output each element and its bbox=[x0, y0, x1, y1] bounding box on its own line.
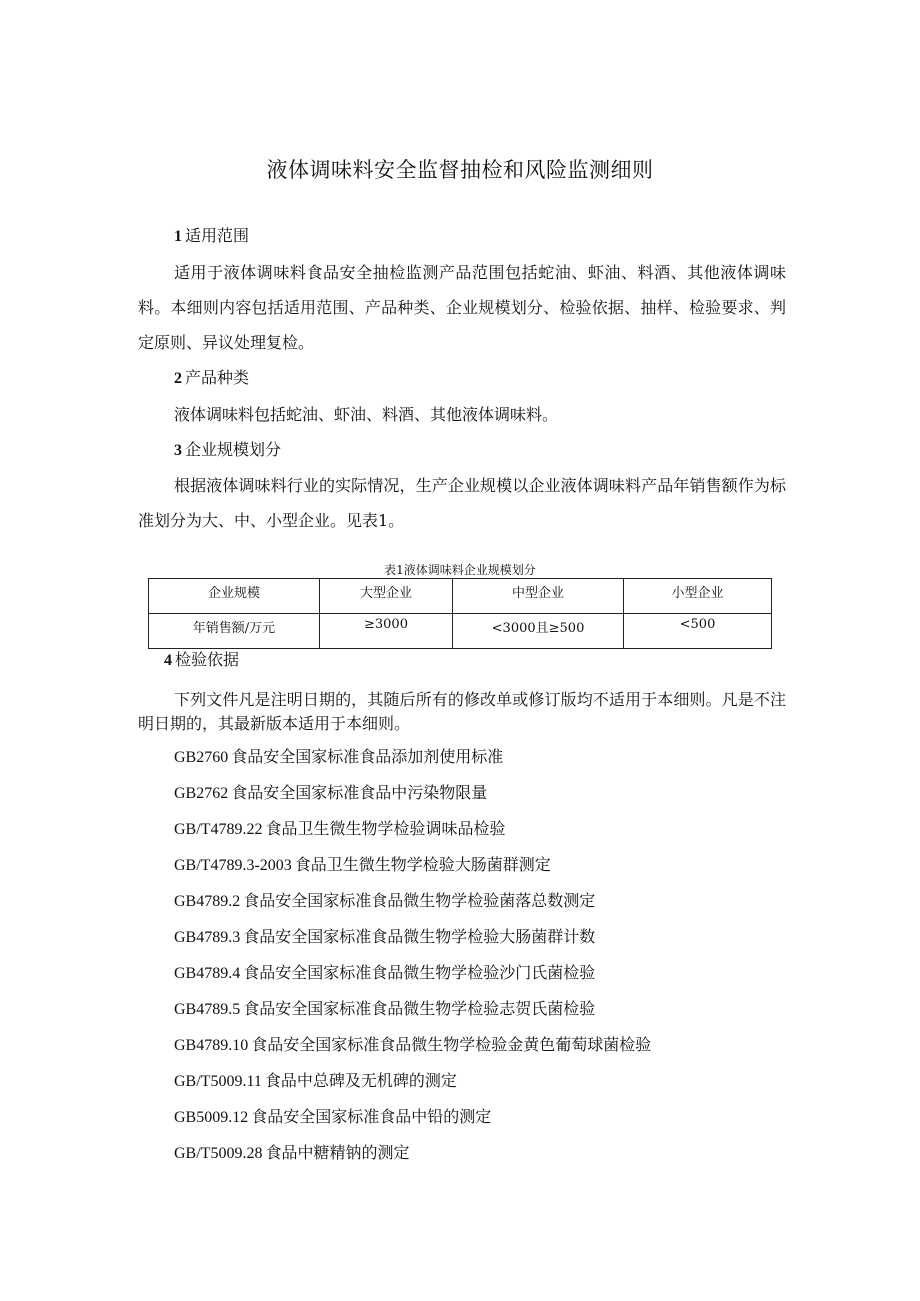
reference-name: 食品安全国家标准食品微生物学检验沙门氏菌检验 bbox=[243, 963, 596, 982]
paragraph-scope: 适用于液体调味料食品安全抽检监测产品范围包括蛇油、虾油、料酒、其他液体调味料。本细则内容包括适用范围、产品种类、企业规模划分、检验依据、抽样、检验要求、判定原则、异议处理复检。 bbox=[138, 263, 786, 352]
section-title: 企业规模划分 bbox=[185, 440, 282, 459]
reference-code: GB4789.3 bbox=[174, 929, 241, 946]
reference-name: 食品安全国家标准食品微生物学检验大肠菌群计数 bbox=[243, 927, 596, 946]
reference-name: 食品安全国家标准食品添加剂使用标准 bbox=[231, 747, 504, 766]
paragraph-scale: 根据液体调味料行业的实际情况，生产企业规模以企业液体调味料产品年销售额作为标准划分为大、中、小型企业。见表1。 bbox=[138, 476, 786, 530]
reference-item bbox=[174, 891, 595, 912]
table-cell: ≥3000 bbox=[320, 614, 453, 649]
reference-item bbox=[174, 1035, 651, 1056]
reference-name: 食品中总碑及无机碑的测定 bbox=[264, 1071, 457, 1090]
reference-code: GB/T4789.3-2003 bbox=[174, 857, 292, 874]
document-title: 液体调味料安全监督抽检和风险监测细则 bbox=[266, 158, 654, 182]
table-header-cell: 小型企业 bbox=[624, 579, 772, 614]
table-header-cell: 大型企业 bbox=[320, 579, 453, 614]
reference-name: 食品安全国家标准食品中污染物限量 bbox=[231, 783, 488, 802]
reference-code: GB/T5009.11 bbox=[174, 1073, 262, 1090]
reference-code: GB2762 bbox=[174, 785, 229, 802]
reference-item bbox=[174, 999, 595, 1020]
reference-item bbox=[174, 1071, 457, 1092]
reference-name: 食品安全国家标准食品微生物学检验金黄色葡萄球菌检验 bbox=[251, 1035, 652, 1054]
reference-code: GB2760 bbox=[174, 749, 229, 766]
reference-code: GB4789.10 bbox=[174, 1037, 249, 1054]
table-caption: 表1液体调味料企业规模划分 bbox=[384, 563, 536, 577]
reference-code: GB4789.5 bbox=[174, 1001, 241, 1018]
reference-item bbox=[174, 1107, 491, 1128]
section-heading-basis bbox=[164, 650, 239, 671]
reference-name: 食品卫生微生物学检验大肠菌群测定 bbox=[294, 855, 551, 874]
reference-name: 食品安全国家标准食品微生物学检验菌落总数测定 bbox=[243, 891, 596, 910]
section-number: 4 bbox=[164, 652, 172, 669]
table-cell: <500 bbox=[624, 614, 772, 649]
table-cell: <3000且≥500 bbox=[453, 614, 624, 649]
section-heading-scope bbox=[174, 226, 249, 247]
reference-code: GB/T5009.28 bbox=[174, 1145, 263, 1162]
reference-item bbox=[174, 963, 595, 984]
reference-item bbox=[174, 819, 505, 840]
paragraph-types: 液体调味料包括蛇油、虾油、料酒、其他液体调味料。 bbox=[174, 405, 559, 424]
reference-item bbox=[174, 927, 595, 948]
reference-code: GB5009.12 bbox=[174, 1109, 249, 1126]
reference-name: 食品卫生微生物学检验调味品检验 bbox=[265, 819, 506, 838]
reference-code: GB4789.2 bbox=[174, 893, 241, 910]
section-heading-scale bbox=[174, 440, 281, 461]
section-number: 3 bbox=[174, 442, 182, 459]
reference-code: GB4789.4 bbox=[174, 965, 241, 982]
table-header-cell: 中型企业 bbox=[453, 579, 624, 614]
reference-code: GB/T4789.22 bbox=[174, 821, 263, 838]
section-number: 1 bbox=[174, 228, 182, 245]
table-header-cell: 企业规模 bbox=[149, 579, 320, 614]
reference-item bbox=[174, 783, 487, 804]
reference-name: 食品中糖精钠的测定 bbox=[265, 1143, 410, 1162]
paragraph-basis: 下列文件凡是注明日期的，其随后所有的修改单或修订版均不适用于本细则。凡是不注明日期的，其最新版本适用于本细则。 bbox=[138, 690, 786, 733]
reference-item bbox=[174, 855, 551, 876]
section-heading-types bbox=[174, 368, 249, 389]
section-number: 2 bbox=[174, 370, 182, 387]
table-cell: 年销售额/万元 bbox=[149, 614, 320, 649]
section-title: 产品种类 bbox=[185, 368, 250, 387]
enterprise-scale-table bbox=[148, 578, 772, 649]
reference-name: 食品安全国家标准食品中铅的测定 bbox=[251, 1107, 492, 1126]
reference-item bbox=[174, 1143, 409, 1164]
section-title: 检验依据 bbox=[175, 650, 240, 669]
table-header-row bbox=[149, 579, 772, 614]
table-row bbox=[149, 614, 772, 649]
reference-name: 食品安全国家标准食品微生物学检验志贺氏菌检验 bbox=[243, 999, 596, 1018]
section-title: 适用范围 bbox=[185, 226, 250, 245]
reference-item bbox=[174, 747, 503, 768]
